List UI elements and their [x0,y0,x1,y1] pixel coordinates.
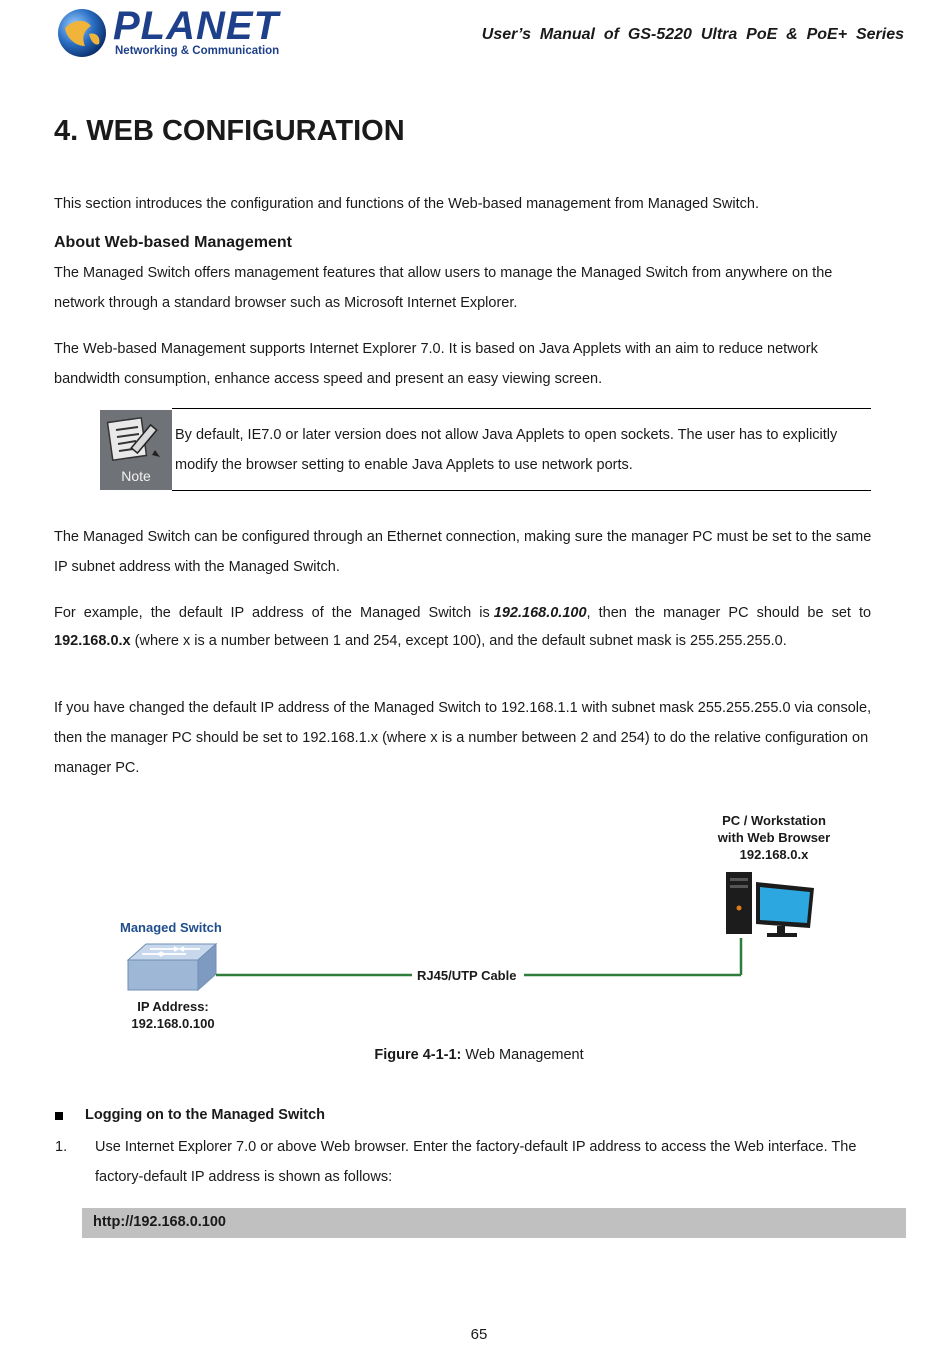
figure-caption-label: Figure 4-1-1: [374,1047,462,1063]
switch-ip-label-2: 192.168.0.100 [131,1016,215,1031]
config-p3-line1: If you have changed the default IP address of the Managed Switch to 192.168.1.1 with subnet mask 255.255.255.0 via console, [54,700,872,716]
step-text [95,1132,856,1192]
cable-label: RJ45/UTP Cable [417,968,517,983]
pc-label-1: PC / Workstation [722,813,826,828]
logo-name: PLANET [113,4,279,48]
config-p2-line2 [54,631,902,651]
config-p2-line1 [54,603,902,623]
step-line-1: Use Internet Explorer 7.0 or above Web browser. Enter the factory-default IP address to access the Web interface. The [95,1139,857,1155]
config-paragraph-1 [54,522,871,582]
figure-caption [0,1047,950,1063]
page-number: 65 [470,1326,488,1343]
bullet-square-icon [55,1112,63,1120]
about-p1-line1: The Managed Switch offers management features that allow users to manage the Managed Switch from anywhere on the [54,265,833,281]
about-p2-line2: bandwidth consumption, enhance access speed and present an easy viewing screen. [54,371,603,387]
config-paragraph-2 [54,603,902,651]
about-p1-line2: network through a standard browser such as Microsoft Internet Explorer. [54,295,518,311]
config-paragraph-3 [54,693,871,783]
note-box [100,408,871,491]
about-paragraph-2 [54,334,818,394]
pc-label-2: with Web Browser [717,830,831,845]
note-bottom-rule [172,490,871,491]
planet-logo [55,4,280,62]
note-top-rule [172,408,871,409]
switch-ip-label [110,998,236,1032]
figure-caption-text: Web Management [461,1047,584,1063]
config-p2-line2-rest: (where x is a number between 1 and 254, except 100), and the default subnet mask is 255.255.255.0. [130,633,787,649]
about-p2-line1: The Web-based Management supports Internet Explorer 7.0. It is based on Java Applets with an aim to reduce network [54,341,818,357]
config-p1-line1: The Managed Switch can be configured through an Ethernet connection, making sure the manager PC must be set to the same [54,529,872,545]
manual-title: User’s Manual of GS-5220 Ultra PoE & PoE+ Series [481,26,904,43]
default-url: http://192.168.0.100 [93,1214,226,1230]
note-icon-label: Note [121,468,151,484]
switch-label: Managed Switch [120,920,222,935]
config-p2-suffix: , then the manager PC should be set to [586,605,872,621]
pc-label-3: 192.168.0.x [739,847,809,862]
step-line-2: factory-default IP address is shown as follows: [95,1169,393,1185]
figure-web-management [0,800,950,1040]
globe-icon [55,6,109,60]
note-line-1: By default, IE7.0 or later version does not allow Java Applets to open sockets. The user has to explicitly [175,427,838,443]
note-text [175,420,837,480]
notepad-pencil-icon [100,410,172,470]
note-line-2: modify the browser setting to enable Java Applets to use network ports. [175,457,633,473]
config-p3-line3: manager PC. [54,760,140,776]
default-url-box [82,1208,906,1238]
subnet-range: 192.168.0.x [54,633,131,649]
intro-paragraph: This section introduces the configuration and functions of the Web-based management from Managed Switch. [54,196,759,212]
default-ip: 192.168.0.100 [493,605,587,621]
note-icon [100,410,172,490]
logo-tagline: Networking & Communication [115,45,280,57]
about-paragraph-1 [54,258,832,318]
section-heading-about: About Web-based Management [54,234,292,251]
step-number: 1. [55,1139,68,1155]
config-p3-line2: then the manager PC should be set to 192.168.1.x (where x is a number between 2 and 254) to do the relative configuration on [54,730,869,746]
config-p1-line2: IP subnet address with the Managed Switch. [54,559,340,575]
login-heading: Logging on to the Managed Switch [85,1107,326,1123]
config-p2-prefix: For example, the default IP address of the Managed Switch is [54,605,494,621]
chapter-title: 4. WEB CONFIGURATION [54,115,405,147]
switch-ip-label-1: IP Address: [137,999,209,1014]
